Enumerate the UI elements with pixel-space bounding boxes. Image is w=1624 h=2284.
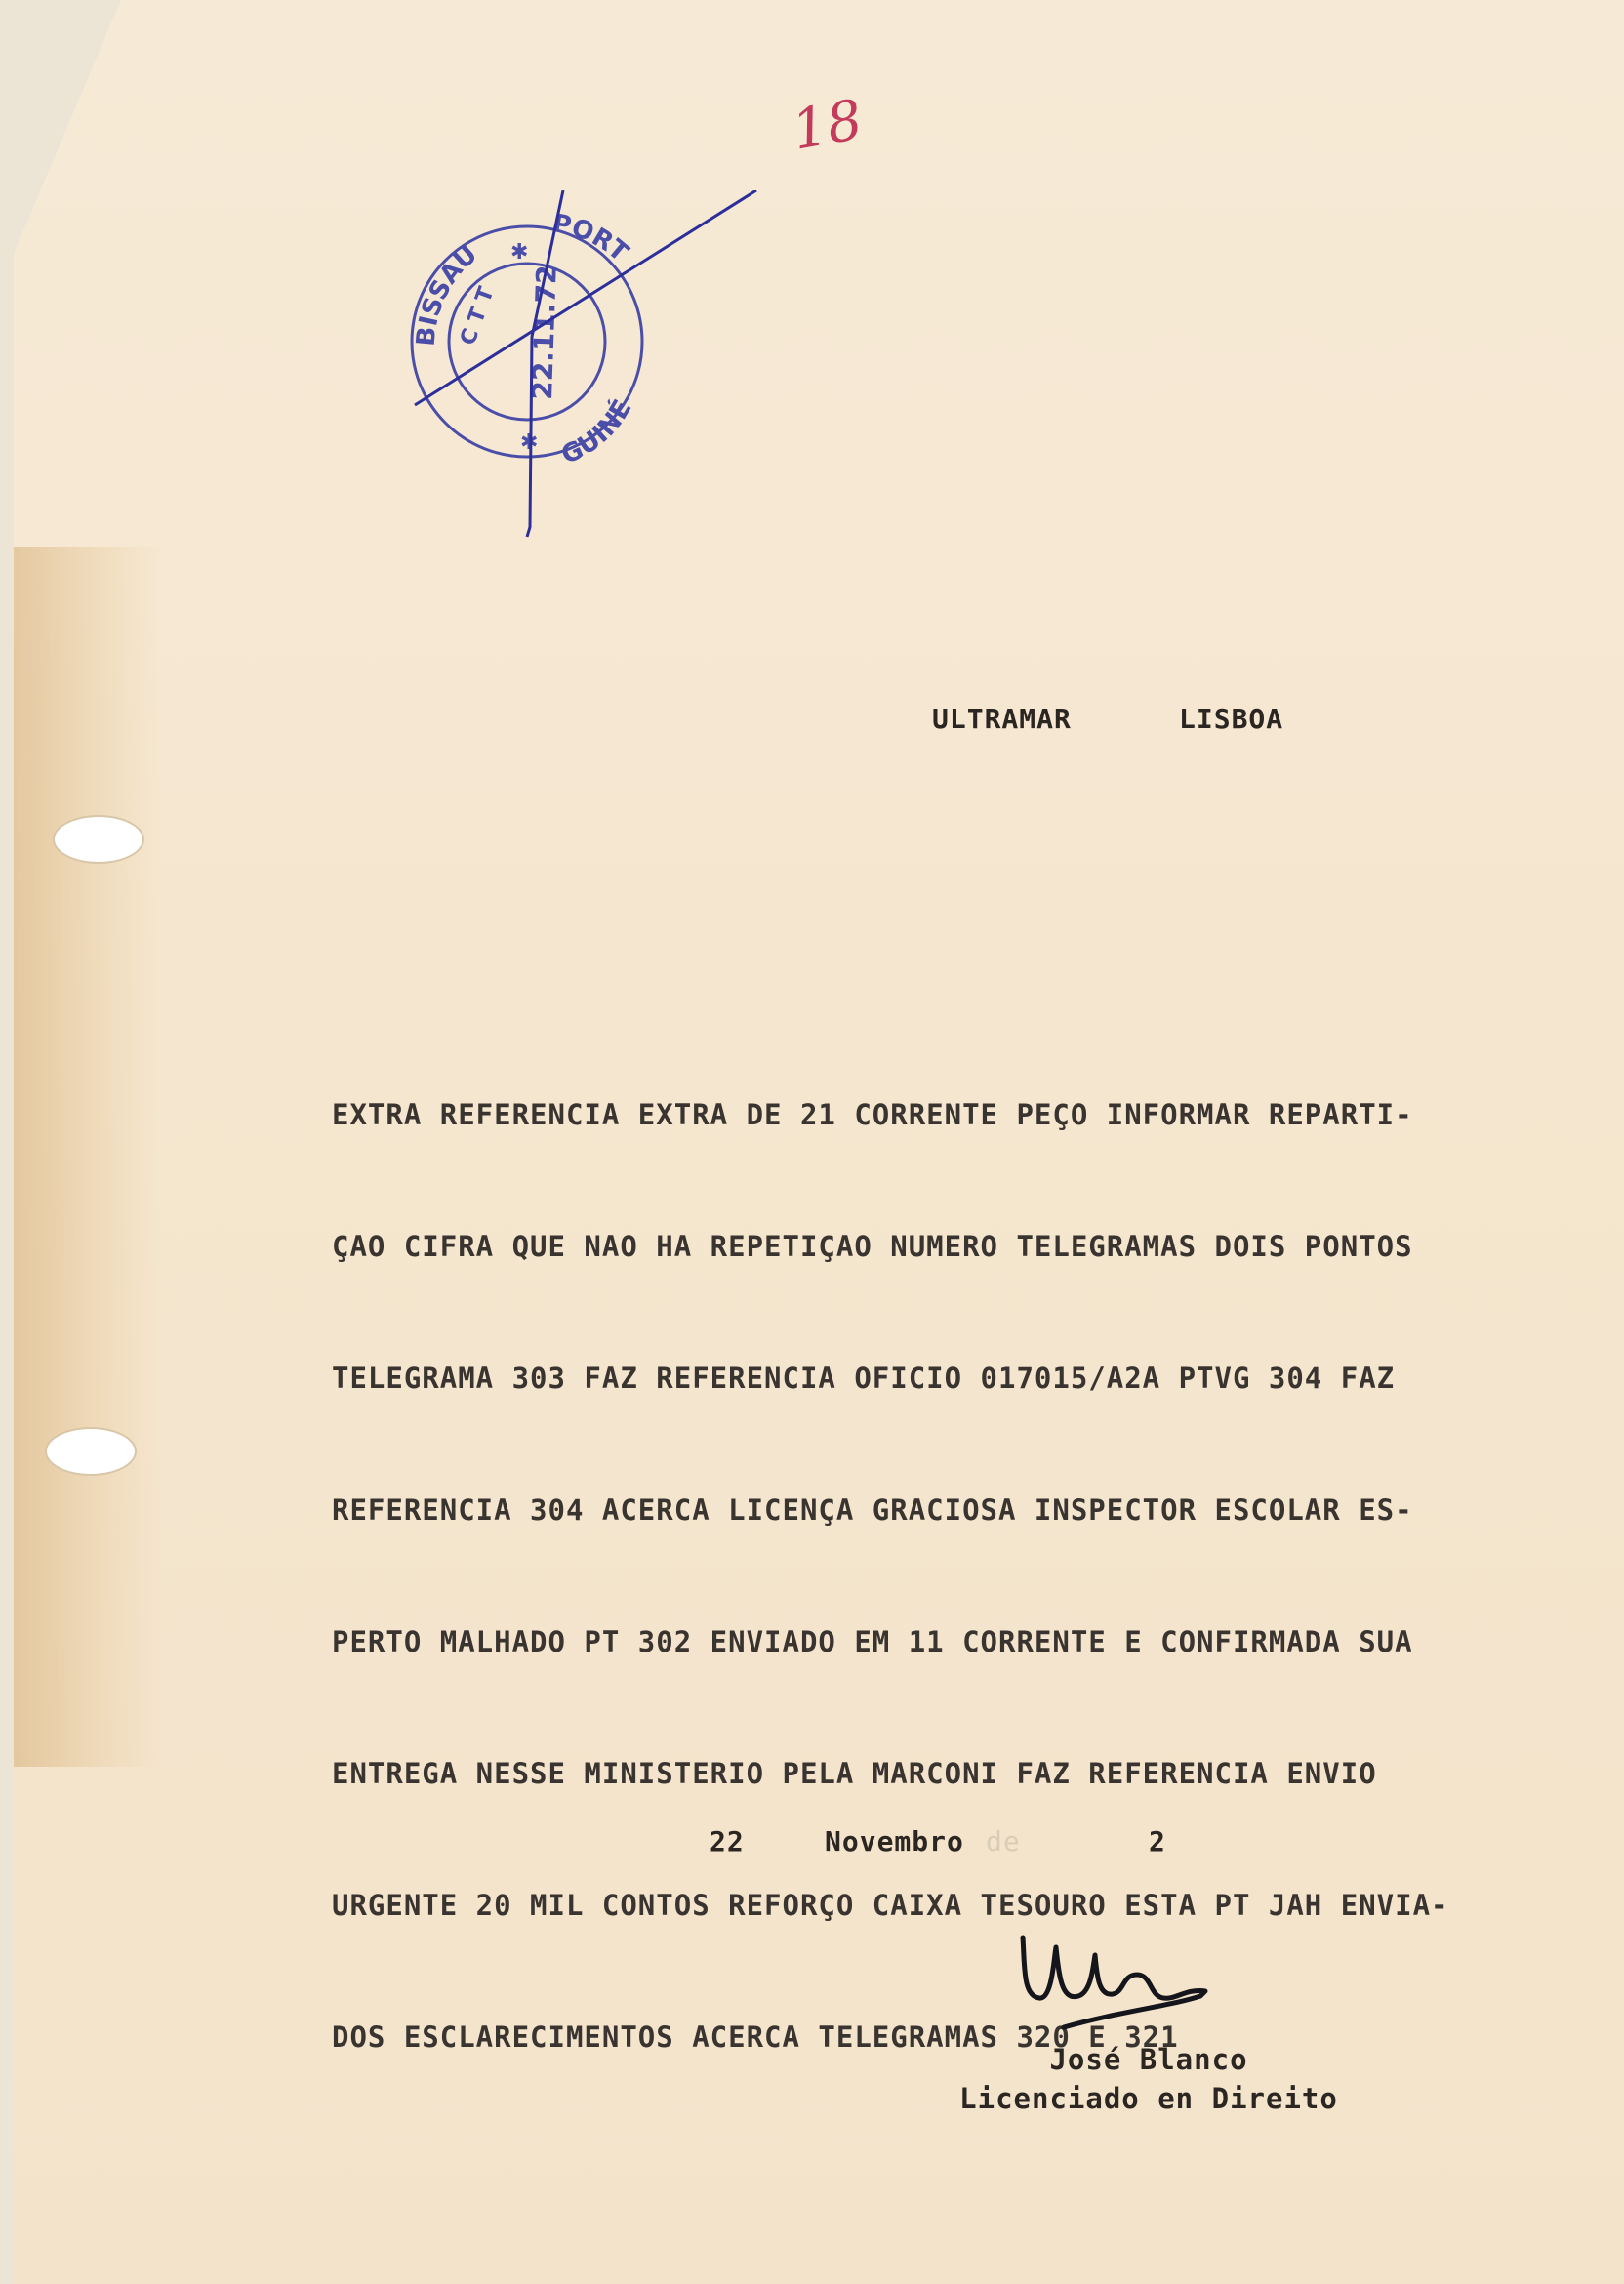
stamp-right-text: PORT — [549, 208, 634, 268]
stamp-top-text: BISSAU — [411, 239, 484, 347]
signatory-title: Licenciado en Direito — [959, 2082, 1338, 2115]
folio-number: 18 — [787, 88, 868, 163]
stamp-bottom-text: GUINÉ — [556, 394, 638, 470]
edge-stain — [14, 547, 160, 1767]
stamp-center-text: C T T — [456, 283, 500, 349]
address-ultramar: ULTRAMAR — [932, 703, 1072, 735]
telegram-body — [332, 1005, 1542, 2103]
body-line: URGENTE 20 MIL CONTOS REFORÇO CAIXA TESOURO ESTA PT JAH ENVIA- — [332, 1889, 1449, 1922]
punch-hole-top — [53, 815, 144, 864]
date-day: 22 — [710, 1825, 745, 1857]
body-line: TELEGRAMA 303 FAZ REFERENCIA OFICIO 017015/A2A PTVG 304 FAZ — [332, 1362, 1396, 1395]
stamp-star-icon-top: ✱ — [510, 240, 529, 265]
punch-hole-bottom — [45, 1427, 137, 1476]
date-year: 2 — [1149, 1825, 1166, 1857]
address-lisboa: LISBOA — [1179, 703, 1284, 735]
stamp-star-icon: ✱ — [520, 430, 539, 455]
signatory-name: José Blanco — [1049, 2043, 1248, 2076]
handwritten-signature — [1005, 1918, 1230, 2045]
signature-block — [939, 2040, 1359, 2118]
body-line: EXTRA REFERENCIA EXTRA DE 21 CORRENTE PEÇO INFORMAR REPARTI- — [332, 1098, 1413, 1131]
body-line: ENTREGA NESSE MINISTERIO PELA MARCONI FAZ REFERENCIA ENVIO — [332, 1757, 1377, 1790]
body-line: PERTO MALHADO PT 302 ENVIADO EM 11 CORRENTE E CONFIRMADA SUA — [332, 1625, 1413, 1658]
body-line: DOS ESCLARECIMENTOS ACERCA TELEGRAMAS 320 E 321 — [332, 2020, 1179, 2054]
torn-corner — [14, 0, 121, 254]
body-line: REFERENCIA 304 ACERCA LICENÇA GRACIOSA INSPECTOR ESCOLAR ES- — [332, 1493, 1413, 1527]
stamp-date: 22.11.72 — [526, 265, 563, 401]
body-line: ÇAO CIFRA QUE NAO HA REPETIÇAO NUMERO TELEGRAMAS DOIS PONTOS — [332, 1230, 1413, 1263]
postal-stamp — [405, 190, 776, 551]
date-faint-de: de — [986, 1825, 1021, 1857]
date-month: Novembro — [825, 1825, 964, 1857]
